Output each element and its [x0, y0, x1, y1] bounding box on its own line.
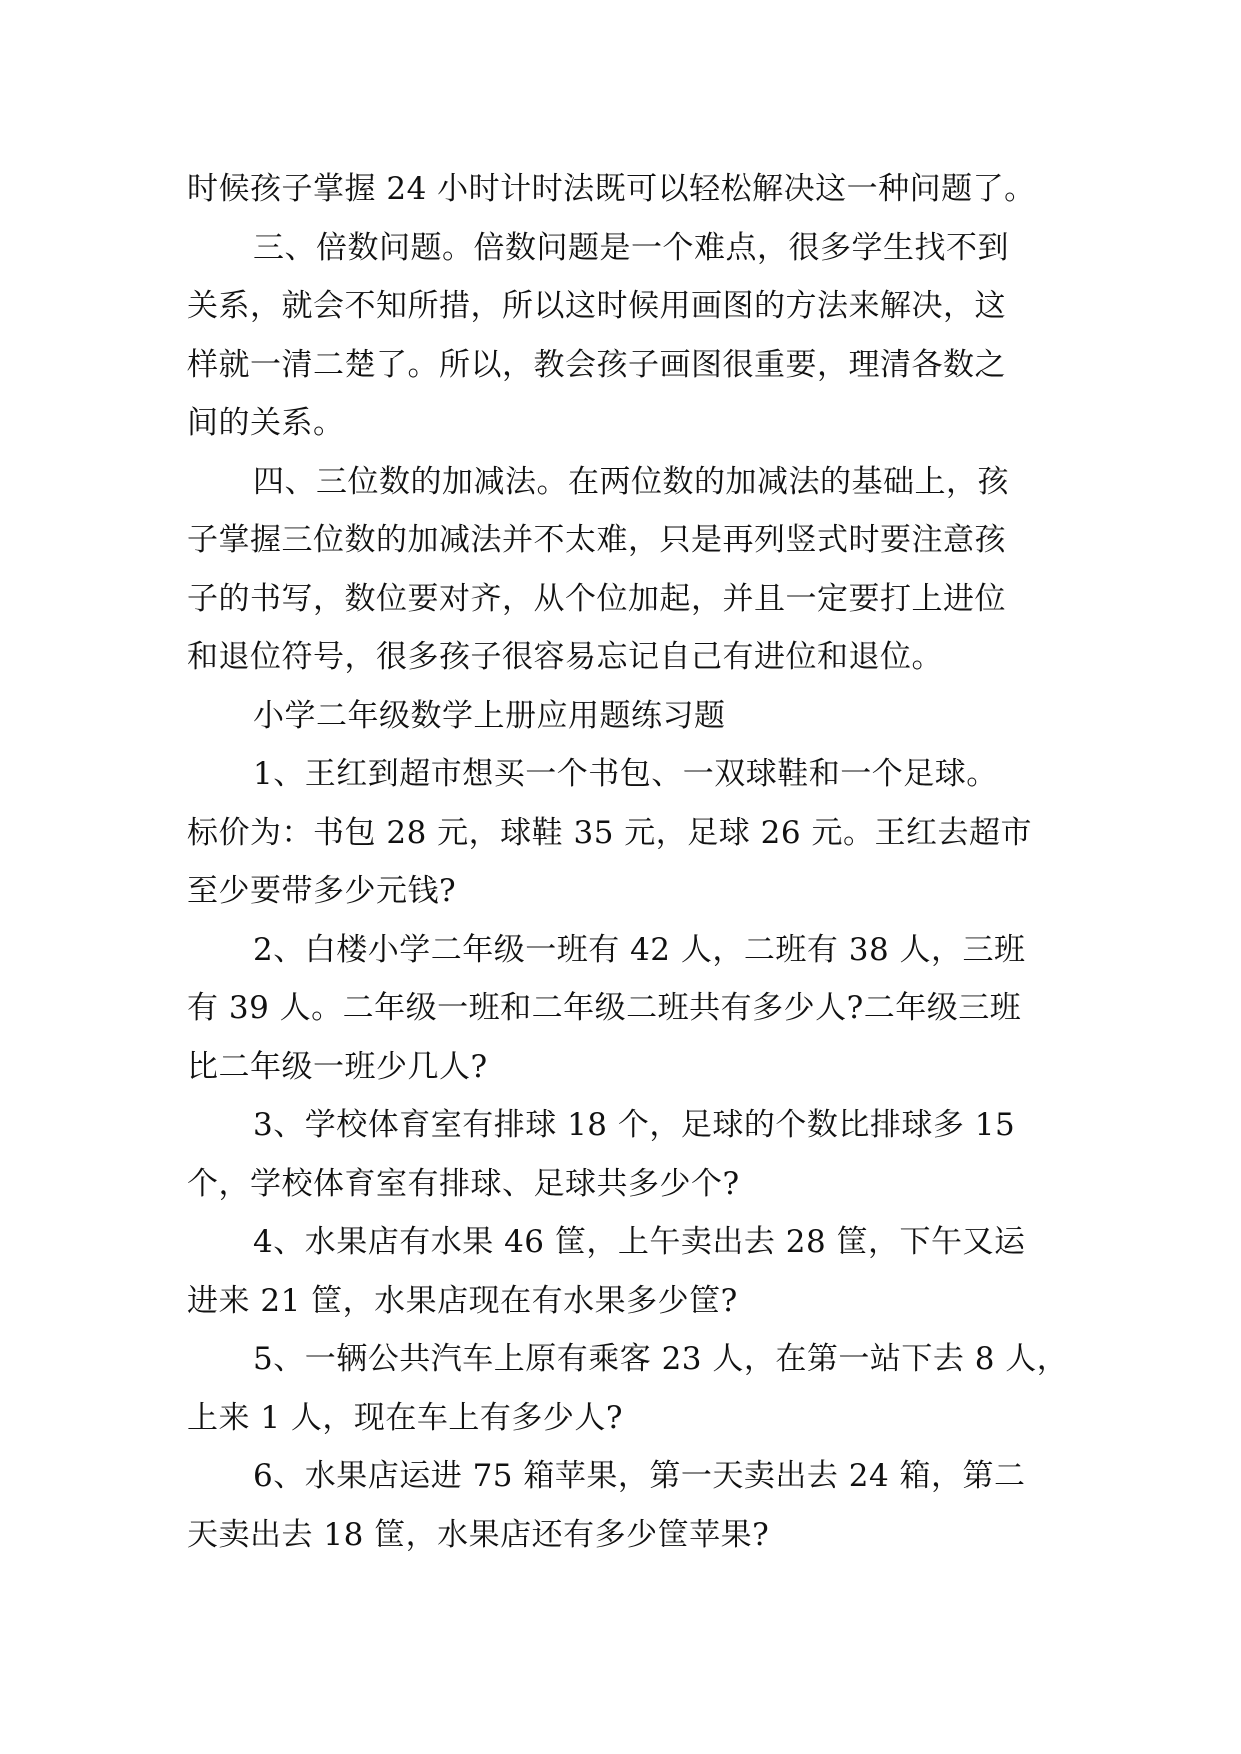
- paragraph-line: 个，学校体育室有排球、足球共多少个?: [187, 1165, 740, 1202]
- paragraph-first-line: 3、学校体育室有排球 18 个，足球的个数比排球多 15: [253, 1107, 1016, 1143]
- paragraph-line: 子的书写，数位要对齐，从个位加起，并且一定要打上进位: [187, 580, 1006, 617]
- paragraph-line: 子掌握三位数的加减法并不太难，只是再列竖式时要注意孩: [187, 522, 1006, 558]
- paragraph-line: 有 39 人。二年级一班和二年级二班共有多少人?二年级三班: [187, 990, 1022, 1026]
- paragraph-line: 至少要带多少元钱?: [187, 873, 457, 909]
- paragraph-first-line: 5、一辆公共汽车上原有乘客 23 人，在第一站下去 8 人，: [253, 1341, 1069, 1377]
- paragraph-line: 进来 21 筐，水果店现在有水果多少筐?: [187, 1282, 738, 1319]
- paragraph-first-line: 6、水果店运进 75 箱苹果，第一天卖出去 24 箱，第二: [253, 1458, 1026, 1494]
- paragraph-first-line: 4、水果店有水果 46 筐，上午卖出去 28 筐，下午又运: [253, 1224, 1026, 1260]
- paragraph-first-line: 四、三位数的加减法。在两位数的加减法的基础上，孩: [253, 463, 1009, 500]
- paragraph-line: 标价为：书包 28 元，球鞋 35 元，足球 26 元。王红去超市: [187, 814, 1032, 851]
- paragraph-line: 比二年级一班少几人?: [187, 1048, 488, 1085]
- paragraph-line: 样就一清二楚了。所以，教会孩子画图很重要，理清各数之: [187, 346, 1006, 383]
- paragraph-line: 间的关系。: [187, 405, 345, 441]
- paragraph-line: 时候孩子掌握 24 小时计时法既可以轻松解决这一种问题了。: [187, 171, 1036, 207]
- paragraph-first-line: 2、白楼小学二年级一班有 42 人，二班有 38 人，三班: [253, 931, 1026, 968]
- paragraph-line: 上来 1 人，现在车上有多少人?: [187, 1399, 624, 1436]
- paragraph-line: 关系，就会不知所措，所以这时候用画图的方法来解决，这: [187, 288, 1006, 324]
- paragraph-first-line: 小学二年级数学上册应用题练习题: [253, 697, 726, 734]
- paragraph-line: 天卖出去 18 筐，水果店还有多少筐苹果?: [187, 1516, 770, 1553]
- paragraph-first-line: 1、王红到超市想买一个书包、一双球鞋和一个足球。: [253, 756, 998, 792]
- paragraph-first-line: 三、倍数问题。倍数问题是一个难点，很多学生找不到: [253, 229, 1009, 266]
- document-page: [187, 160, 1069, 1564]
- paragraph-line: 和退位符号，很多孩子很容易忘记自己有进位和退位。: [187, 639, 943, 675]
